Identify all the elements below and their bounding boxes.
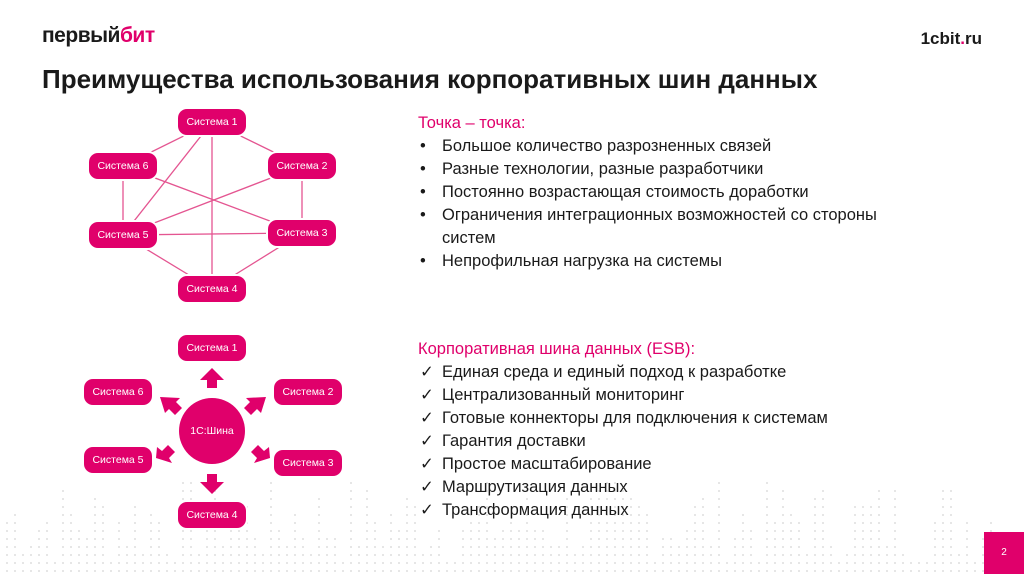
checkmark-icon: ✓ xyxy=(420,455,434,473)
esb-node-system-5: Система 5 xyxy=(84,447,152,473)
arrow-to-system-2 xyxy=(244,397,266,415)
p2p-node-system-1: Система 1 xyxy=(178,109,246,135)
p2p-node-system-5: Система 5 xyxy=(89,222,157,248)
arrow-to-system-5 xyxy=(156,445,175,463)
list-item xyxy=(418,384,938,407)
esb-list xyxy=(418,361,938,522)
list-item xyxy=(418,476,938,499)
esb-node-system-2: Система 2 xyxy=(274,379,342,405)
list-item-text: Трансформация данных xyxy=(442,501,629,519)
list-item-text: Готовые коннекторы для подключения к системам xyxy=(442,409,828,427)
arrow-to-system-6 xyxy=(160,397,182,415)
list-item xyxy=(418,204,888,250)
arrow-to-system-4 xyxy=(200,474,224,494)
list-item xyxy=(418,181,888,204)
list-item xyxy=(418,407,938,430)
list-item xyxy=(418,158,888,181)
page-number: 2 xyxy=(984,532,1024,574)
list-item-text: Централизованный мониторинг xyxy=(442,386,685,404)
list-item xyxy=(418,430,938,453)
bullet-icon: • xyxy=(420,137,426,155)
list-item-text: Постоянно возрастающая стоимость доработки xyxy=(442,183,809,201)
checkmark-icon: ✓ xyxy=(420,386,434,404)
section-esb-heading: Корпоративная шина данных (ESB): xyxy=(418,340,696,358)
checkmark-icon: ✓ xyxy=(420,478,434,496)
list-item xyxy=(418,499,938,522)
page-title: Преимущества использования корпоративных шин данных xyxy=(42,64,818,94)
list-item-text: Маршрутизация данных xyxy=(442,478,628,496)
bullet-icon: • xyxy=(420,206,426,224)
bullet-icon: • xyxy=(420,160,426,178)
p2p-node-system-2: Система 2 xyxy=(268,153,336,179)
p2p-connections xyxy=(123,122,302,289)
p2p-node-system-3: Система 3 xyxy=(268,220,336,246)
list-item xyxy=(418,361,938,384)
section-esb xyxy=(418,338,938,522)
site-dot: . xyxy=(960,29,965,48)
site-main: 1cbit xyxy=(920,29,961,48)
esb-node-system-6: Система 6 xyxy=(84,379,152,405)
list-item-text: Большое количество разрозненных связей xyxy=(442,137,772,155)
list-item-text: Ограничения интеграционных возможностей со стороны систем xyxy=(442,206,877,247)
site-tld: ru xyxy=(965,29,982,48)
arrow-to-system-1 xyxy=(200,368,224,388)
list-item-text: Гарантия доставки xyxy=(442,432,586,450)
list-item xyxy=(418,135,888,158)
list-item-text: Единая среда и единый подход к разработке xyxy=(442,363,787,381)
checkmark-icon: ✓ xyxy=(420,409,434,427)
section-p2p-heading: Точка – точка: xyxy=(418,114,526,132)
checkmark-icon: ✓ xyxy=(420,363,434,381)
list-item-text: Непрофильная нагрузка на системы xyxy=(442,252,723,270)
list-item xyxy=(418,453,938,476)
bullet-icon: • xyxy=(420,183,426,201)
logo-accent: бит xyxy=(119,24,155,47)
list-item xyxy=(418,250,888,273)
esb-hub: 1С:Шина xyxy=(179,398,245,464)
checkmark-icon: ✓ xyxy=(420,432,434,450)
p2p-node-system-6: Система 6 xyxy=(89,153,157,179)
bullet-icon: • xyxy=(420,252,426,270)
list-item-text: Разные технологии, разные разработчики xyxy=(442,160,764,178)
esb-node-system-1: Система 1 xyxy=(178,335,246,361)
section-point-to-point xyxy=(418,112,888,273)
logo-text: первый xyxy=(42,24,120,47)
p2p-node-system-4: Система 4 xyxy=(178,276,246,302)
esb-node-system-3: Система 3 xyxy=(274,450,342,476)
checkmark-icon: ✓ xyxy=(420,501,434,519)
p2p-list xyxy=(418,135,888,273)
esb-node-system-4: Система 4 xyxy=(178,502,246,528)
arrow-to-system-3 xyxy=(251,445,270,463)
list-item-text: Простое масштабирование xyxy=(442,455,652,473)
